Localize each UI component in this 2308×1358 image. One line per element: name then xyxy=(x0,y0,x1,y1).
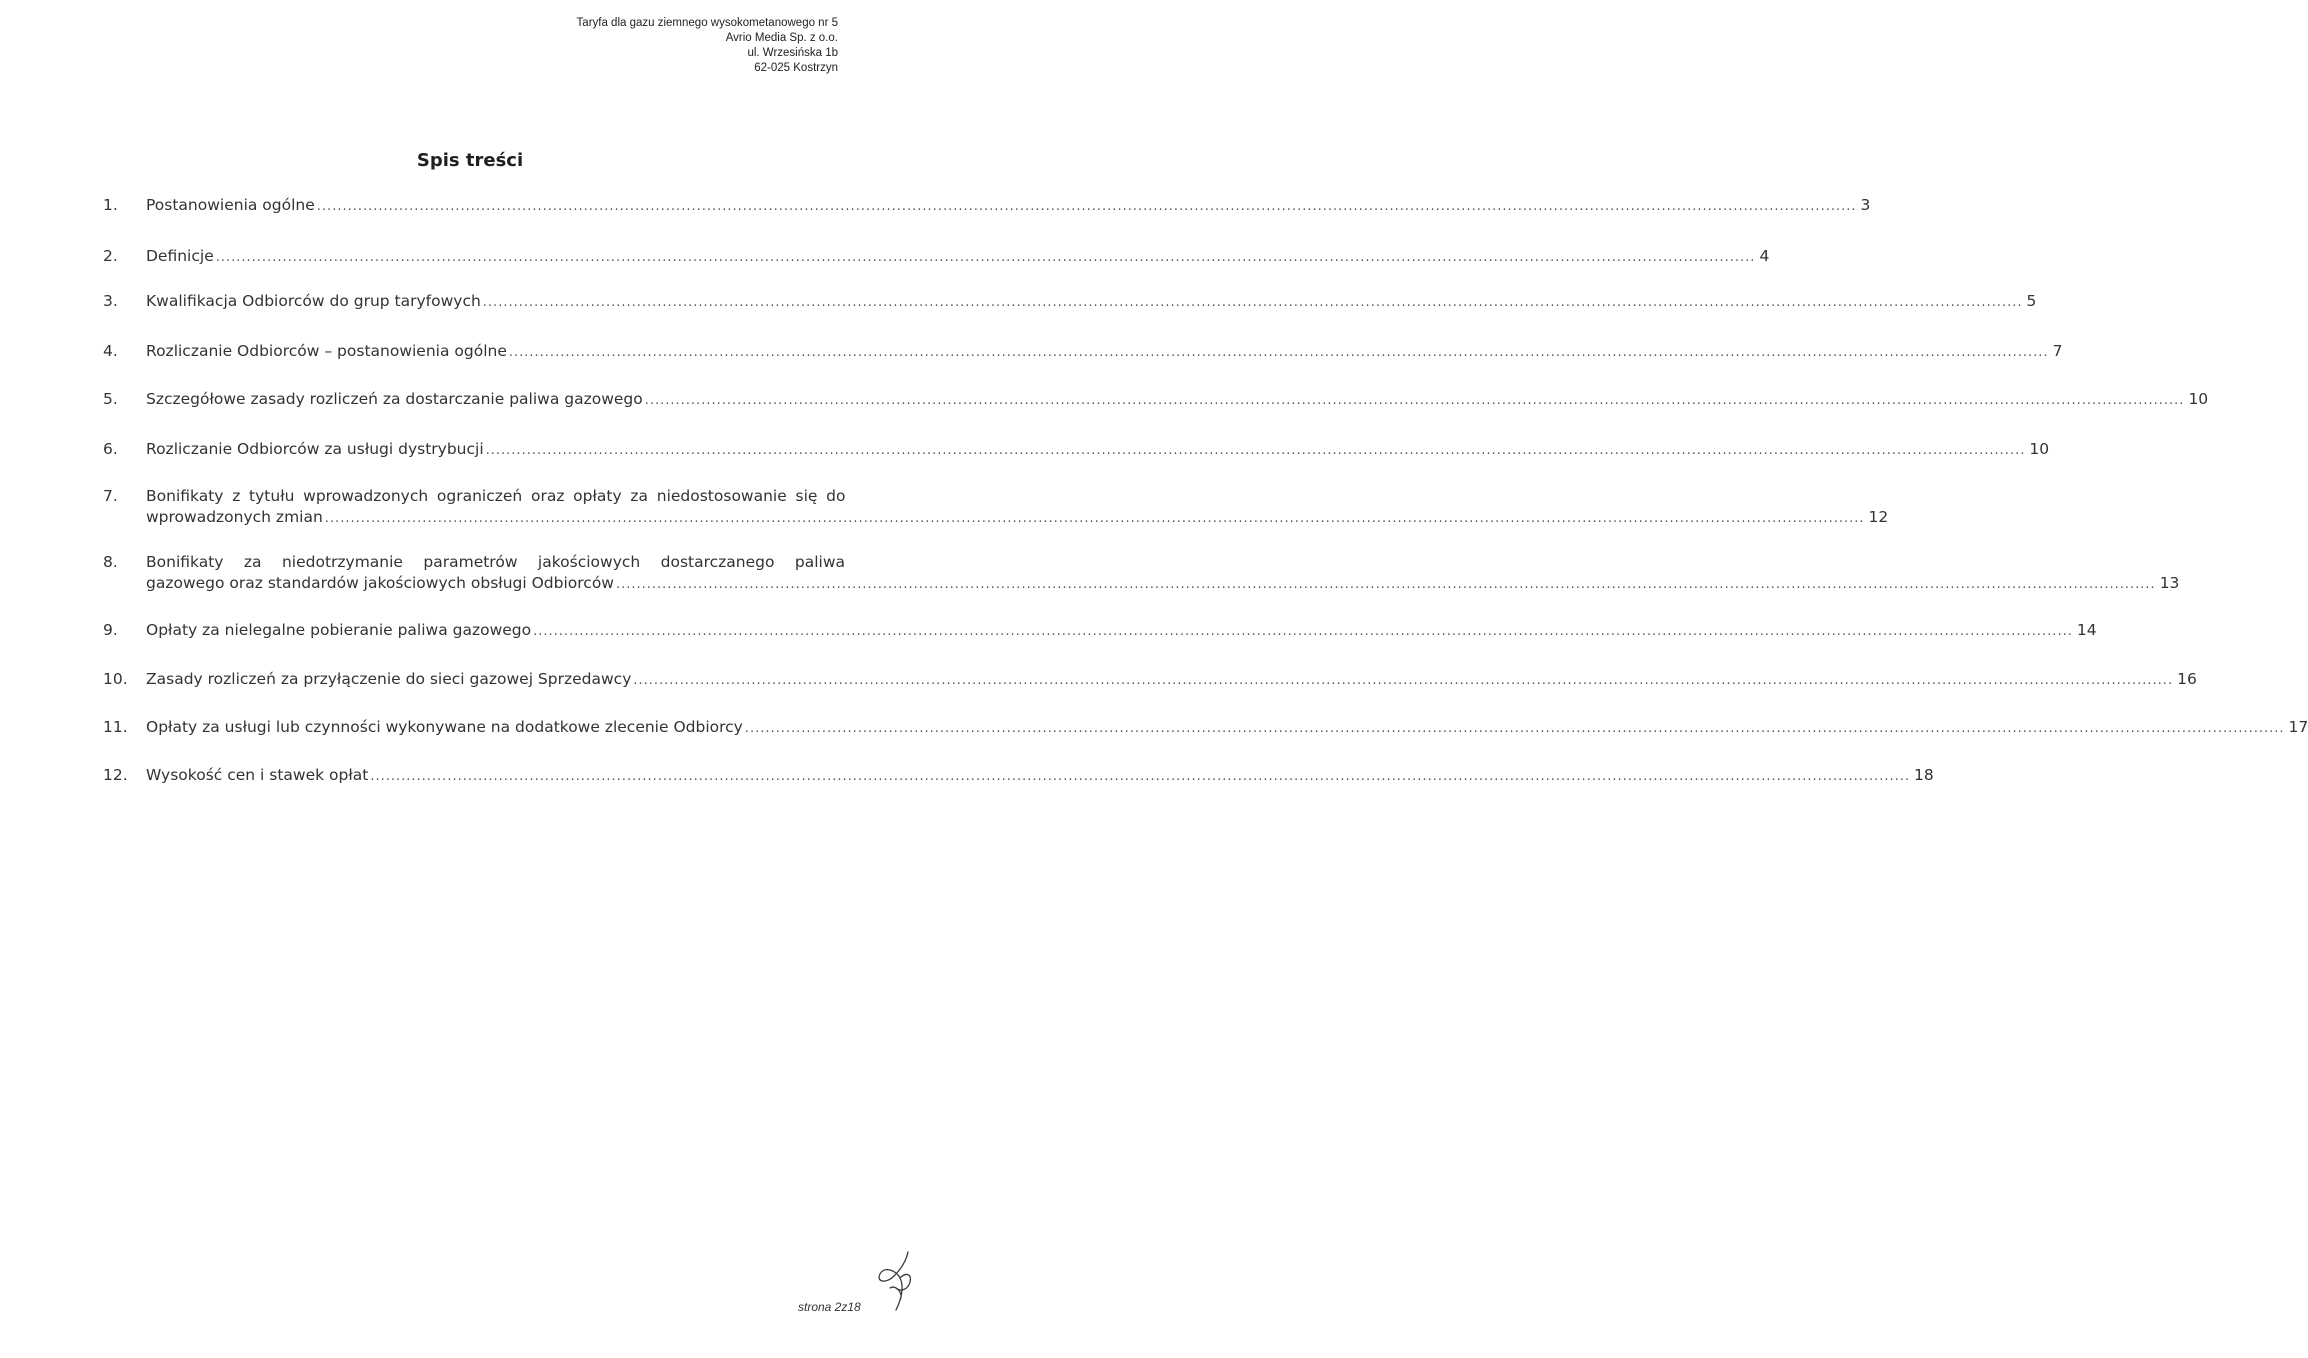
toc-entry-number: 11. xyxy=(103,718,128,736)
leader-dots: ............................................................................................................................................................................................................................................................................................................ xyxy=(508,345,2049,360)
toc-entry-title: Bonifikaty z tytułu wprowadzonych ograniczeń oraz opłaty za niedostosowanie się do xyxy=(146,487,846,505)
toc-entry-number: 6. xyxy=(103,440,118,458)
toc-entry-title: Rozliczanie Odbiorców – postanowienia ogólne xyxy=(146,342,507,360)
leader-dots: ............................................................................................................................................................................................................................................................................................................ xyxy=(744,721,2285,736)
toc-entry-number: 2. xyxy=(103,247,118,265)
company-header xyxy=(577,16,838,76)
leader-dots: ............................................................................................................................................................................................................................................................................................................ xyxy=(633,673,2174,688)
toc-entry-title: Zasady rozliczeń za przyłączenie do sieci gazowej Sprzedawcy xyxy=(146,670,632,688)
toc-entry-title: Kwalifikacja Odbiorców do grup taryfowych xyxy=(146,292,481,310)
toc-entry[interactable] xyxy=(103,487,1889,526)
toc-entry-page: 17 xyxy=(2288,718,2308,736)
toc-entry-page: 4 xyxy=(1759,247,1770,265)
toc-entry[interactable] xyxy=(103,196,1871,214)
toc-entry-number: 3. xyxy=(103,292,118,310)
toc-entry-page: 10 xyxy=(2188,390,2209,408)
page-number-label: strona 2z18 xyxy=(798,1300,861,1314)
leader-dots: ............................................................................................................................................................................................................................................................................................................ xyxy=(485,443,2026,458)
toc-entry-page: 13 xyxy=(2159,574,2180,592)
toc-entry[interactable] xyxy=(103,292,2037,310)
toc-entry-page: 14 xyxy=(2076,621,2097,639)
toc-entry-title: Bonifikaty za niedotrzymanie parametrów jakościowych dostarczanego paliwa xyxy=(146,553,846,571)
toc-entry-number: 12. xyxy=(103,766,128,784)
leader-dots: ............................................................................................................................................................................................................................................................................................................ xyxy=(324,511,1865,526)
toc-entry-title: Definicje xyxy=(146,247,214,265)
toc-entry[interactable] xyxy=(103,342,2063,360)
toc-entry-page: 5 xyxy=(2026,292,2037,310)
toc-entry[interactable] xyxy=(103,766,1934,784)
toc-entry-title: Szczegółowe zasady rozliczeń za dostarczanie paliwa gazowego xyxy=(146,390,643,408)
toc-entry-number: 4. xyxy=(103,342,118,360)
toc-entry-number: 7. xyxy=(103,487,118,505)
toc-title: Spis treści xyxy=(416,150,524,171)
postal-city: 62-025 Kostrzyn xyxy=(754,62,838,74)
toc-entry-number: 9. xyxy=(103,621,118,639)
toc-entry-page: 18 xyxy=(1914,766,1934,784)
leader-dots: ............................................................................................................................................................................................................................................................................................................ xyxy=(615,577,2156,592)
leader-dots: ............................................................................................................................................................................................................................................................................................................ xyxy=(533,624,2073,639)
toc-entry[interactable] xyxy=(103,621,2097,639)
leader-dots: ............................................................................................................................................................................................................................................................................................................ xyxy=(370,769,1911,784)
toc-entry-number: 1. xyxy=(103,196,118,214)
leader-dots: ............................................................................................................................................................................................................................................................................................................ xyxy=(644,393,2185,408)
toc-entry-page: 3 xyxy=(1860,196,1871,214)
toc-entry-title: Postanowienia ogólne xyxy=(146,196,315,214)
toc-entry[interactable] xyxy=(103,390,2209,408)
toc-entry-title-cont: gazowego oraz standardów jakościowych obsługi Odbiorców xyxy=(146,574,614,592)
toc-entry[interactable] xyxy=(103,670,2197,688)
toc-entry-number: 10. xyxy=(103,670,128,688)
toc-entry-title: Opłaty za nielegalne pobieranie paliwa gazowego xyxy=(146,621,532,639)
leader-dots: ............................................................................................................................................................................................................................................................................................................ xyxy=(215,250,1756,265)
handwritten-signature xyxy=(866,1248,926,1318)
toc-entry[interactable] xyxy=(103,247,1770,265)
toc-entry-title: Rozliczanie Odbiorców za usługi dystrybucji xyxy=(146,440,484,458)
toc-entry-page: 12 xyxy=(1868,508,1889,526)
toc-entry-title: Opłaty za usługi lub czynności wykonywane na dodatkowe zlecenie Odbiorcy xyxy=(146,718,743,736)
toc-entry-number: 5. xyxy=(103,390,118,408)
toc-entry-title-cont: wprowadzonych zmian xyxy=(146,508,323,526)
toc-entry-number: 8. xyxy=(103,553,118,571)
toc-entry-page: 10 xyxy=(2029,440,2050,458)
street-address: ul. Wrzesińska 1b xyxy=(747,47,838,59)
leader-dots: ............................................................................................................................................................................................................................................................................................................ xyxy=(316,199,1857,214)
tariff-title: Taryfa dla gazu ziemnego wysokometanowego nr 5 xyxy=(576,17,838,29)
toc-entry[interactable] xyxy=(103,553,2180,592)
toc-entry[interactable] xyxy=(103,440,2050,458)
toc-entry[interactable] xyxy=(103,718,2308,736)
company-name: Avrio Media Sp. z o.o. xyxy=(725,32,838,44)
toc-entry-title: Wysokość cen i stawek opłat xyxy=(146,766,369,784)
toc-entry-page: 16 xyxy=(2177,670,2197,688)
leader-dots: ............................................................................................................................................................................................................................................................................................................ xyxy=(482,295,2023,310)
toc-entry-page: 7 xyxy=(2052,342,2063,360)
